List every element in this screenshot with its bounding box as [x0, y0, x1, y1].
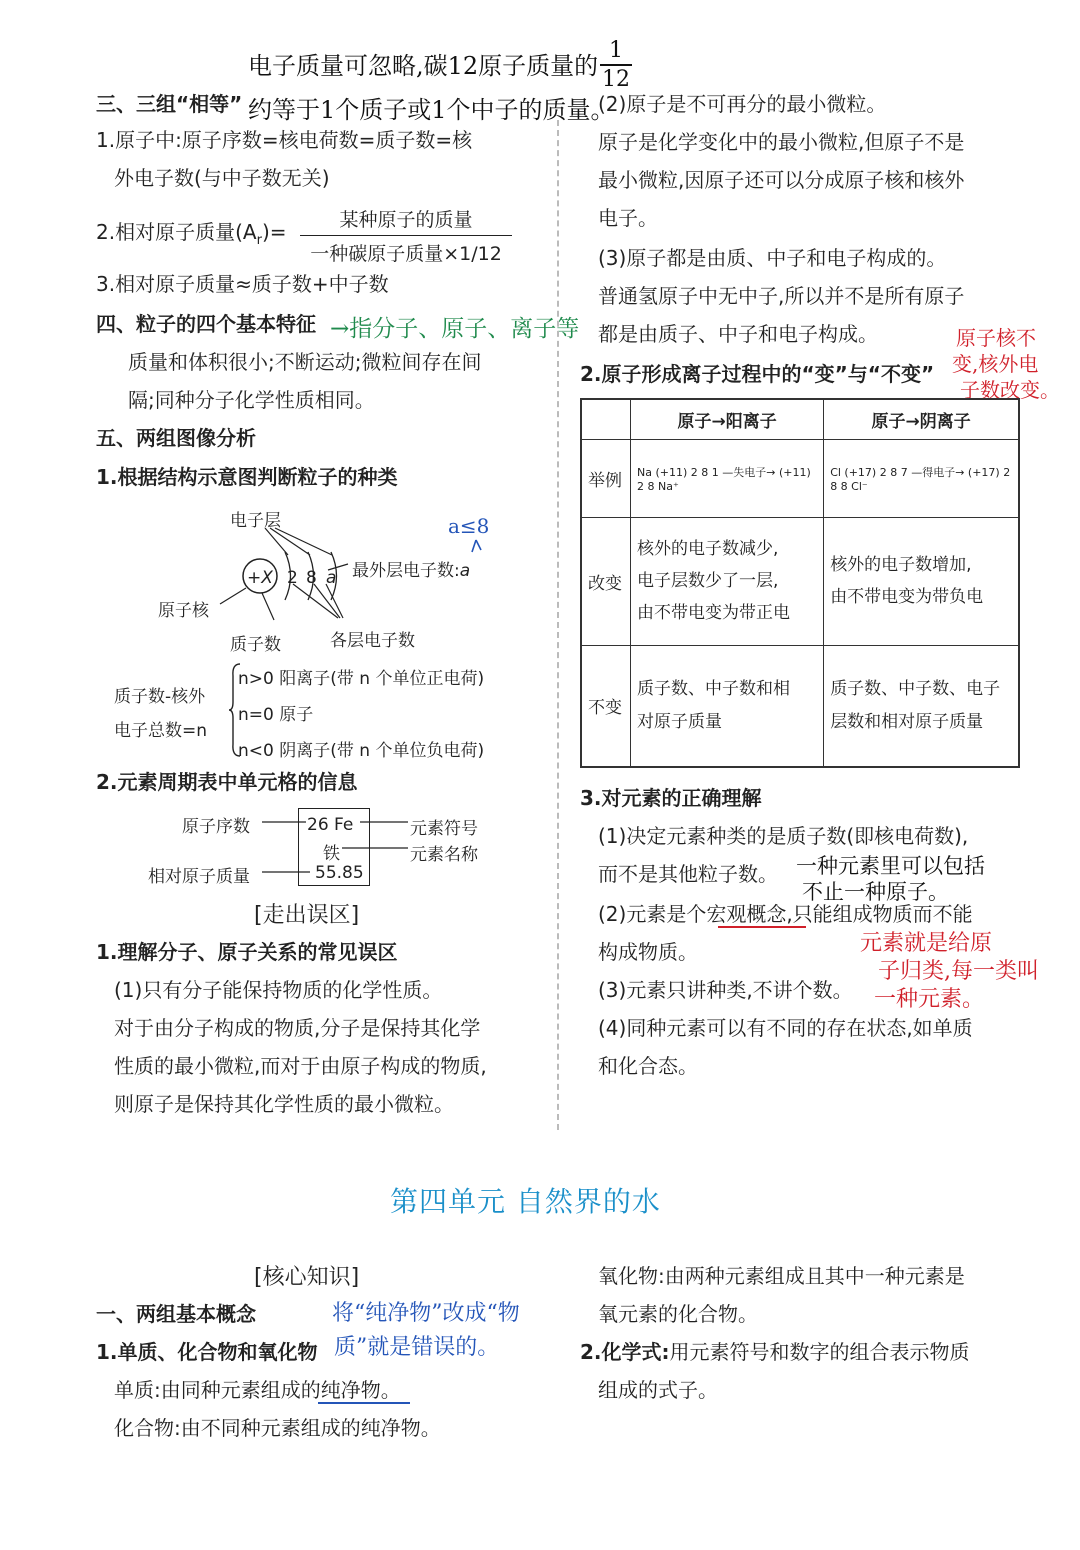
red-note-line2: 变,核外电	[952, 352, 1039, 376]
change-anion-1: 核外的电子数增加,	[830, 554, 972, 575]
rule-negative: n<0 阴离子(带 n 个单位负电荷)	[238, 741, 485, 761]
fraction-numerator: 1	[609, 38, 623, 63]
column-divider	[557, 120, 559, 1130]
table-row-label-unchanged: 不变	[581, 645, 631, 767]
chemical-formula-def: 用元素符号和数字的组合表示物质	[669, 1340, 970, 1364]
table-header-row	[581, 399, 1019, 439]
unchanged-cation-1: 质子数、中子数和相	[637, 679, 790, 700]
unchanged-anion-1: 质子数、中子数、电子	[830, 679, 1001, 700]
element-item-2a: (2)元素是个宏观概念,只能组成物质而不能	[598, 902, 973, 926]
definition-compound: 化合物:由不同种元素组成的纯净物。	[114, 1416, 441, 1440]
fraction-bar	[600, 64, 632, 66]
leader-each-2	[314, 584, 340, 618]
unit-title: 第四单元 自然界的水	[390, 1185, 661, 1218]
element-item-2b: 构成物质。	[598, 940, 698, 964]
cell-element-name: 铁	[323, 844, 340, 864]
red-note-element-3: 一种元素。	[874, 987, 985, 1012]
red-note-line1: 原子核不	[956, 326, 1036, 350]
item-2-numerator: 某种原子的质量	[339, 209, 473, 231]
section-4-body1: 质量和体积很小;不断运动;微粒间存在间	[128, 350, 482, 374]
handwritten-note-line2: 约等于1个质子或1个中子的质量。	[248, 96, 615, 124]
right-item-3: (3)原子都是由质、中子和电子构成的。	[598, 246, 947, 270]
concept-section-title: 一、两组基本概念	[96, 1302, 256, 1326]
example-anion: Cl (+17) 2 8 7 —得电子→ (+17) 2 8 8 Cl⁻	[824, 439, 1019, 517]
right-item-2-p2: 最小微粒,因原子还可以分成原子核和核外	[598, 168, 965, 192]
rule-left-line2: 电子总数=n	[114, 721, 208, 741]
change-anion-2: 由不带电变为带负电	[830, 587, 984, 607]
change-cation-3: 由不带电变为带正电	[637, 603, 790, 624]
misconception-title: [走出误区]	[254, 903, 360, 928]
change-anion	[824, 517, 1019, 645]
item-1-line2: 外电子数(与中子数无关)	[114, 166, 330, 190]
table-row-change	[581, 517, 1019, 645]
unchanged-cation	[631, 645, 824, 767]
item-2-label: 2.相对原子质量(A	[96, 220, 257, 244]
chemical-formula-def-2: 组成的式子。	[598, 1378, 718, 1402]
label-electron-shell: 电子层	[230, 511, 281, 531]
rule-positive: n>0 阳离子(带 n 个单位正电荷)	[238, 669, 485, 689]
chemical-formula-label: 2.化学式:	[580, 1340, 670, 1364]
handwritten-fraction	[600, 38, 632, 92]
blue-note-line2: 质”就是错误的。	[334, 1335, 500, 1360]
label-outer-text: 最外层电子数:	[352, 561, 460, 581]
shell-count-1: 2	[287, 568, 298, 588]
core-knowledge-title: [核心知识]	[254, 1265, 360, 1290]
element-item-1a: (1)决定元素种类的是质子数(即核电荷数),	[598, 824, 969, 848]
cell-number-symbol: 26 Fe	[307, 815, 354, 835]
handwritten-note-line1: 电子质量可忽略,碳12原子质量的	[248, 52, 599, 80]
blue-arrow	[472, 540, 481, 552]
nucleus-label: +X	[247, 568, 273, 588]
label-each-shell: 各层电子数	[330, 631, 415, 651]
section-4-title: 四、粒子的四个基本特征	[96, 312, 316, 336]
label-proton-number: 质子数	[230, 635, 281, 655]
cell-label-atomic-number: 原子序数	[182, 817, 250, 837]
change-cation-2: 电子层数少了一层,	[637, 570, 779, 591]
table-header-anion: 原子→阴离子	[824, 399, 1019, 439]
item-2-subscript: r	[256, 233, 262, 248]
element-item-4b: 和化合态。	[598, 1054, 698, 1078]
item-2-fraction-bar	[300, 235, 512, 236]
section-5-item2: 2.元素周期表中单元格的信息	[96, 770, 358, 794]
misconception-para2: 性质的最小微粒,而对于由原子构成的物质,	[114, 1054, 487, 1078]
label-outer-shell	[352, 556, 470, 581]
right-item-2-p1: 原子是化学变化中的最小微粒,但原子不是	[598, 130, 965, 154]
section-5-item1: 1.根据结构示意图判断粒子的种类	[96, 465, 398, 489]
item-2-equals: )=	[261, 220, 287, 244]
fraction-denominator: 12	[602, 67, 630, 92]
item-2-formula	[96, 222, 287, 247]
cell-label-atomic-mass: 相对原子质量	[148, 867, 250, 887]
definition-oxide-1: 氧化物:由两种元素组成且其中一种元素是	[598, 1264, 965, 1288]
cell-label-name: 元素名称	[410, 845, 478, 865]
table-row-unchanged	[581, 645, 1019, 767]
element-item-1b: 而不是其他粒子数。	[598, 862, 778, 886]
rule-left-line1: 质子数-核外	[114, 687, 206, 707]
table-header-cation: 原子→阳离子	[631, 399, 824, 439]
leader-proton	[262, 593, 274, 620]
red-note-element-1: 元素就是给原	[860, 931, 993, 956]
right-item-3-p2: 都是由质子、中子和电子构成。	[598, 322, 878, 346]
blue-note-line1: 将“纯净物”改成“物	[332, 1301, 520, 1326]
unchanged-anion	[824, 645, 1019, 767]
label-nucleus: 原子核	[158, 601, 209, 621]
red-underline	[718, 926, 806, 928]
chemical-formula-item	[580, 1342, 970, 1362]
item-2-denominator: 一种碳原子质量×1/12	[310, 243, 502, 265]
red-note-element-2: 子归类,每一类叫	[878, 959, 1039, 984]
leader-each-1	[293, 584, 338, 618]
element-item-4a: (4)同种元素可以有不同的存在状态,如单质	[598, 1016, 973, 1040]
concept-item-1: 1.单质、化合物和氧化物	[96, 1340, 318, 1364]
change-cation-1: 核外的电子数减少,	[637, 538, 779, 559]
item-2-fraction	[300, 205, 512, 266]
unchanged-cation-2: 对原子质量	[637, 711, 722, 732]
ion-change-table	[580, 398, 1020, 768]
misconception-1-1: (1)只有分子能保持物质的化学性质。	[114, 978, 443, 1002]
blue-underline	[318, 1402, 410, 1404]
shell-count-2: 8	[306, 568, 317, 588]
cell-mass: 55.85	[315, 863, 364, 883]
right-item-3-p1: 普通氢原子中无中子,所以并不是所有原子	[598, 284, 965, 308]
misconception-para1: 对于由分子构成的物质,分子是保持其化学	[114, 1016, 481, 1040]
handwritten-note-element-2: 不止一种原子。	[802, 880, 949, 904]
section-4-body2: 隔;同种分子化学性质相同。	[128, 388, 375, 412]
right-item-2: (2)原子是不可再分的最小微粒。	[598, 92, 887, 116]
definition-oxide-2: 氧元素的化合物。	[598, 1302, 758, 1326]
table-row-example	[581, 439, 1019, 517]
example-cation: Na (+11) 2 8 1 —失电子→ (+11) 2 8 Na⁺	[631, 439, 824, 517]
item-3: 3.相对原子质量≈质子数+中子数	[96, 272, 389, 296]
definition-element: 单质:由同种元素组成的纯净物。	[114, 1378, 401, 1402]
table-row-label-change: 改变	[581, 517, 631, 645]
element-item-3: (3)元素只讲种类,不讲个数。	[598, 978, 853, 1002]
handwritten-a-limit: a≤8	[448, 514, 490, 538]
table-row-label-example: 举例	[581, 439, 631, 517]
shell-count-3: a	[326, 568, 337, 588]
handwritten-note-element-1: 一种元素里可以包括	[796, 854, 985, 878]
right-section-3-title: 3.对元素的正确理解	[580, 786, 762, 810]
misconception-1: 1.理解分子、原子关系的常见误区	[96, 940, 398, 964]
misconception-para3: 则原子是保持其化学性质的最小微粒。	[114, 1092, 454, 1116]
section-4-handwritten-note: →指分子、原子、离子等	[330, 316, 580, 342]
right-section-2-title: 2.原子形成离子过程中的“变”与“不变”	[580, 362, 935, 386]
unchanged-anion-2: 层数和相对原子质量	[830, 711, 984, 732]
rule-zero: n=0 原子	[238, 705, 314, 725]
right-item-2-p3: 电子。	[598, 206, 658, 230]
cell-leader-lines	[262, 808, 412, 888]
red-note-line3: 子数改变。	[960, 378, 1060, 402]
item-1-line1: 1.原子中:原子序数=核电荷数=质子数=核	[96, 128, 473, 152]
label-outer-var: a	[459, 561, 471, 581]
cell-label-symbol: 元素符号	[410, 819, 478, 839]
table-corner	[581, 399, 631, 439]
section-5-title: 五、两组图像分析	[96, 426, 256, 450]
section-3-title: 三、三组“相等”	[96, 92, 243, 116]
leader-nucleus	[220, 588, 246, 604]
change-cation	[631, 517, 824, 645]
